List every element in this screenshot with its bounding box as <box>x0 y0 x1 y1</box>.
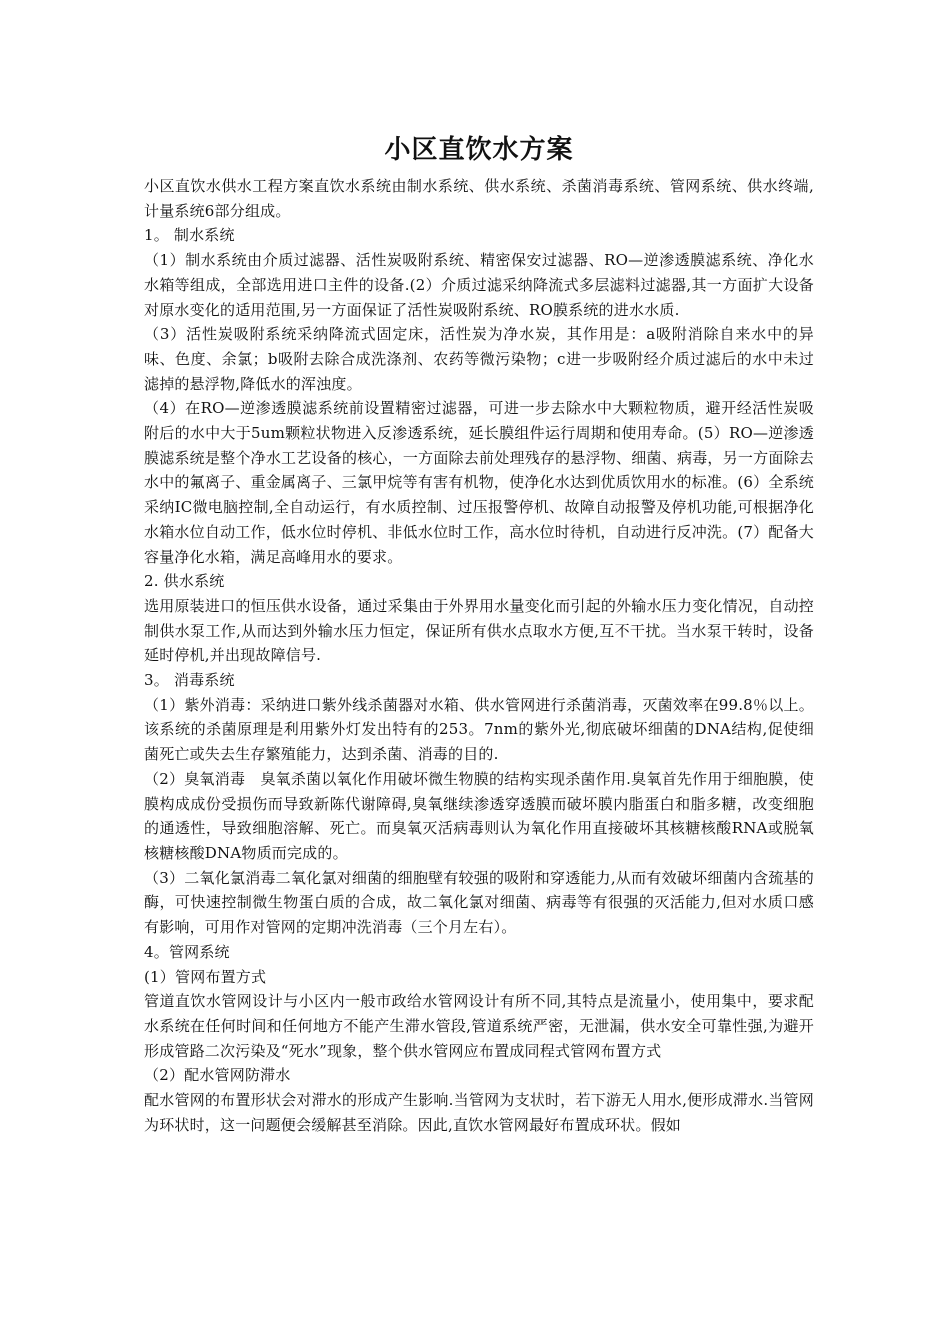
heading-section-3: 3。 消毒系统 <box>144 671 235 690</box>
paragraph-4-2: 配水管网的布置形状会对滞水的形成产生影响.当管网为支状时，若下游无人用水,便形成滞水.当管网为环状时，这一问题便会缓解甚至消除。因此,直饮水管网最好布置成环状。假如 <box>144 1091 814 1134</box>
document-body <box>144 174 814 1137</box>
document-page <box>144 130 814 1137</box>
heading-section-1: 1。 制水系统 <box>144 226 235 245</box>
paragraph-1-3: （3）活性炭吸附系统采纳降流式固定床，活性炭为净水炭，其作用是：a吸附消除自来水中的异味、色度、余氯；b吸附去除合成洗涤剂、农药等微污染物；c进一步吸附经介质过滤后的水中未过滤掉的悬浮物,降低水的浑浊度。 <box>144 325 814 393</box>
paragraph-3-1: （1）紫外消毒：采纳进口紫外线杀菌器对水箱、供水管网进行杀菌消毒，灭菌效率在99.8％以上。该系统的杀菌原理是利用紫外灯发出特有的253。7nm的紫外光,彻底破坏细菌的DNA结构,促使细菌死亡或失去生存繁殖能力，达到杀菌、消毒的目的. <box>144 695 814 764</box>
paragraph-2: 选用原装进口的恒压供水设备，通过采集由于外界用水量变化而引起的外输水压力变化情况，自动控制供水泵工作,从而达到外输水压力恒定，保证所有供水点取水方便,互不干扰。当水泵干转时，设备延时停机,并出现故障信号. <box>144 596 814 665</box>
subheading-4-1: (1）管网布置方式 <box>144 967 267 986</box>
paragraph-1-1: （1）制水系统由介质过滤器、活性炭吸附系统、精密保安过滤器、RO—逆渗透膜滤系统、净化水水箱等组成，全部选用进口主件的设备.(2）介质过滤采纳降流式多层滤料过滤器,其一方面扩大设备对原水变化的适用范围,另一方面保证了活性炭吸附系统、RO膜系统的进水水质. <box>144 251 814 319</box>
paragraph-4-1: 管道直饮水管网设计与小区内一般市政给水管网设计有所不同,其特点是流量小，使用集中，要求配水系统在任何时间和任何地方不能产生滞水管段,管道系统严密，无泄漏，供水安全可靠性强,为避开形成管路二次污染及“死水”现象，整个供水管网应布置成同程式管网布置方式 <box>144 992 814 1060</box>
subheading-4-2: （2）配水管网防滞水 <box>144 1066 291 1085</box>
document-title: 小区直饮水方案 <box>384 135 574 165</box>
paragraph-3-3: （3）二氧化氯消毒二氧化氯对细菌的细胞壁有较强的吸附和穿透能力,从而有效破坏细菌内含巯基的酶，可快速控制微生物蛋白质的合成，故二氧化氯对细菌、病毒等有很强的灭活能力,但对水质口感有影响，可用作对管网的定期冲洗消毒（三个月左右）。 <box>144 868 814 937</box>
paragraph-1-4: （4）在RO—逆渗透膜滤系统前设置精密过滤器，可进一步去除水中大颗粒物质，避开经活性炭吸附后的水中大于5um颗粒状物进入反渗透系统，延长膜组件运行周期和使用寿命。(5）RO—逆渗透膜滤系统是整个净水工艺设备的核心，一方面除去前处理残存的悬浮物、细菌、病毒，另一方面除去水中的氟离子、重金属离子、三氯甲烷等有害有机物，使净化水达到优质饮用水的标准。(6）全系统采纳IC微电脑控制,全自动运行，有水质控制、过压报警停机、故障自动报警及停机功能,可根据净化水箱水位自动工作，低水位时停机、非低水位时工作，高水位时待机，自动进行反冲洗。(7）配备大容量净化水箱，满足高峰用水的要求。 <box>144 399 814 566</box>
heading-section-4: 4。管网系统 <box>144 942 230 961</box>
heading-section-2: 2. 供水系统 <box>144 572 225 591</box>
paragraph-3-2: （2）臭氧消毒 臭氧杀菌以氧化作用破坏微生物膜的结构实现杀菌作用.臭氧首先作用于细胞膜，使膜构成成份受损伤而导致新陈代谢障碍,臭氧继续渗透穿透膜而破坏膜内脂蛋白和脂多糖，改变细胞的通透性，导致细胞溶解、死亡。而臭氧灭活病毒则认为氧化作用直接破坏其核糖核酸RNA或脱氧核糖核酸DNA物质而完成的。 <box>144 769 814 862</box>
paragraph-intro: 小区直饮水供水工程方案直饮水系统由制水系统、供水系统、杀菌消毒系统、管网系统、供水终端,计量系统6部分组成。 <box>144 177 814 220</box>
